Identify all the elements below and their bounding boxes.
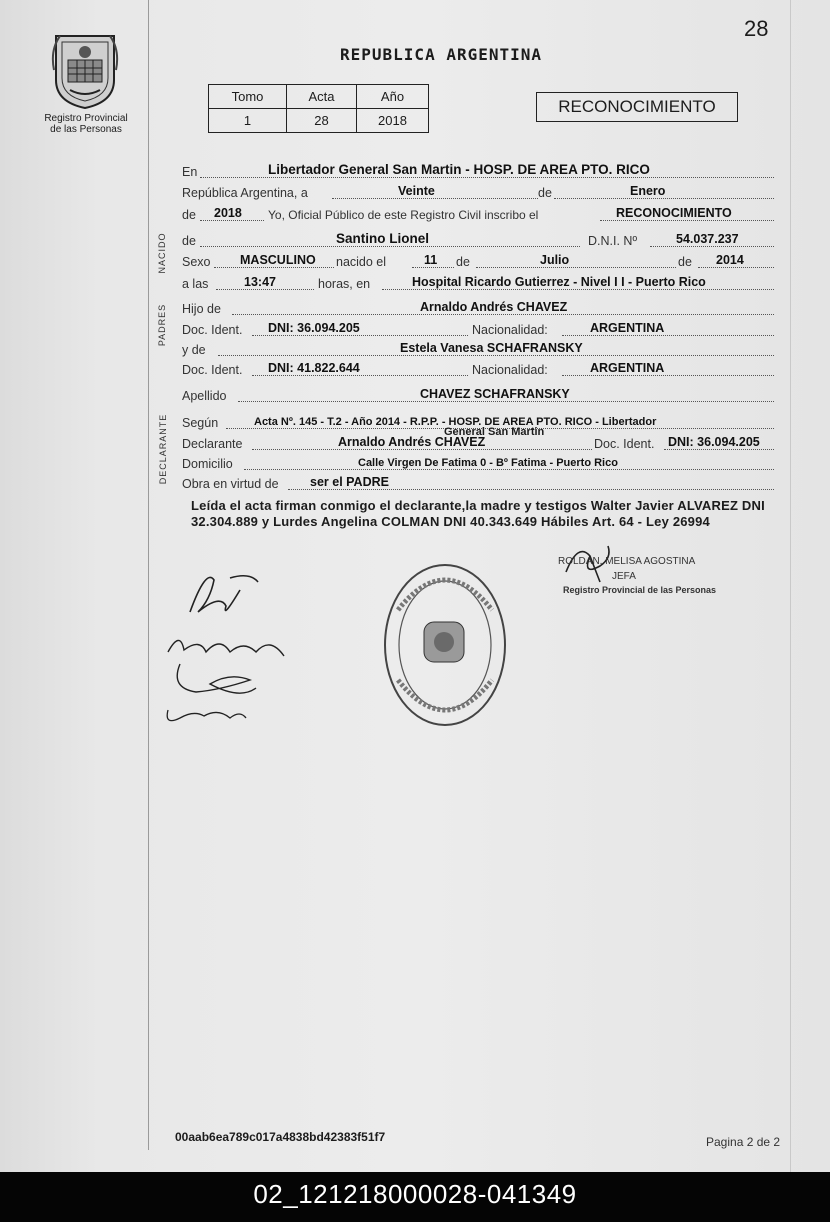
alas-label: a las: [182, 277, 209, 291]
declarant-name-value: Arnaldo Andrés CHAVEZ: [338, 435, 486, 449]
act-type-box: RECONOCIMIENTO: [536, 92, 738, 122]
doc3-label: Doc. Ident.: [594, 437, 655, 451]
hijo-label: Hijo de: [182, 302, 221, 316]
dotted-line: [218, 355, 774, 356]
dotted-line: [232, 314, 774, 315]
official-name: ROLDAN, MELISA AGOSTINA: [558, 556, 696, 567]
dotted-line: [698, 267, 774, 268]
dni-label: D.N.I. Nº: [588, 234, 638, 248]
row-child-name: [182, 229, 774, 251]
republica-label: República Argentina, a: [182, 186, 308, 200]
dotted-line: [650, 246, 774, 247]
surname-value: CHAVEZ SCHAFRANSKY: [420, 387, 570, 401]
row-father-doc: [182, 318, 774, 340]
page-indicator: Pagina 2 de 2: [706, 1135, 781, 1149]
segun-label: Según: [182, 416, 219, 430]
side-label-declarante: DECLARANTE: [158, 413, 168, 485]
dotted-line: [244, 469, 774, 470]
dotted-line: [554, 198, 774, 199]
closing-statement: Leída el acta firman conmigo el declarante,la madre y testigos Walter Javier ALVAREZ DNI 32.304.889 y Lurdes Angelina COLMAN DNI 40.343.649 Hábiles Art. 64 - Ley 26994: [191, 498, 765, 529]
row-place: [182, 160, 774, 182]
act-name-value: RECONOCIMIENTO: [616, 206, 732, 220]
dotted-line: [238, 401, 774, 402]
anio-header: Año: [357, 85, 429, 109]
domicilio-label: Domicilio: [182, 457, 233, 471]
segun-line2-value: General San Martin: [444, 426, 545, 438]
official-entity: Registro Provincial de las Personas: [563, 585, 717, 595]
birth-day-value: 11: [424, 253, 438, 267]
horas-label: horas, en: [318, 277, 371, 291]
logo-caption: Registro Provincial de las Personas: [44, 113, 128, 135]
doc1-label: Doc. Ident.: [182, 323, 243, 337]
nac1-label: Nacionalidad:: [472, 323, 548, 337]
row-date: [182, 181, 774, 203]
month-value: Enero: [630, 184, 666, 198]
side-label-nacido: NACIDO: [157, 232, 167, 274]
edge-line: [790, 0, 791, 1172]
father-nationality-value: ARGENTINA: [590, 321, 665, 335]
dotted-line: [252, 449, 592, 450]
dotted-line: [252, 375, 468, 376]
row-surname: [182, 384, 774, 406]
registry-table: [208, 84, 429, 133]
birth-time-value: 13:47: [244, 275, 276, 289]
de4-label: de: [456, 255, 470, 269]
acta-header: Acta: [287, 85, 357, 109]
tomo-value: 1: [209, 109, 287, 133]
dotted-line: [476, 267, 676, 268]
dotted-line: [200, 177, 774, 178]
page-number: 28: [744, 16, 769, 41]
dotted-line: [664, 449, 774, 450]
de-label: de: [538, 186, 552, 200]
dotted-line: [288, 489, 774, 490]
officer-text: Yo, Oficial Público de este Registro Civil inscribo el: [268, 208, 539, 222]
row-address: [182, 452, 774, 474]
tomo-header: Tomo: [209, 85, 287, 109]
father-name-value: Arnaldo Andrés CHAVEZ: [420, 300, 568, 314]
dotted-line: [562, 335, 774, 336]
birth-year-value: 2014: [716, 253, 744, 267]
doc2-label: Doc. Ident.: [182, 363, 243, 377]
place-value: Libertador General San Martin - HOSP. DE AREA PTO. RICO: [268, 162, 650, 177]
registry-header-row: [209, 85, 429, 109]
scan-id-label: 02_121218000028-041349: [0, 1172, 830, 1222]
dotted-line: [562, 375, 774, 376]
registry-stamp: [380, 560, 510, 730]
dotted-line: [200, 246, 580, 247]
child-dni-value: 54.037.237: [676, 232, 739, 246]
anio-value: 2018: [357, 109, 429, 133]
mother-doc-value: DNI: 41.822.644: [268, 361, 360, 375]
row-birth: [182, 250, 774, 272]
handwritten-signatures: [160, 560, 310, 730]
row-father: [182, 297, 774, 319]
dotted-line: [332, 198, 538, 199]
dotted-line: [252, 335, 468, 336]
address-value: Calle Virgen De Fatima 0 - Bº Fatima - Puerto Rico: [358, 457, 618, 469]
segun-line1-value: Acta Nº. 145 - T.2 - Año 2014 - R.P.P. - HOSP. DE AREA PTO. RICO - Libertador: [254, 416, 657, 428]
birth-month-value: Julio: [540, 253, 570, 267]
side-label-padres: PADRES: [157, 303, 167, 347]
birth-place-value: Hospital Ricardo Gutierrez - Nivel I I - Puerto Rico: [412, 275, 706, 289]
child-name-value: Santino Lionel: [336, 231, 429, 246]
official-title: JEFA: [612, 571, 636, 582]
dotted-line: [200, 220, 264, 221]
sex-value: MASCULINO: [240, 253, 316, 267]
yde-label: y de: [182, 343, 206, 357]
nacido-label: nacido el: [336, 255, 387, 269]
father-doc-value: DNI: 36.094.205: [268, 321, 360, 335]
declarant-doc-value: DNI: 36.094.205: [668, 435, 760, 449]
de3-label: de: [182, 234, 196, 248]
acta-value: 28: [287, 109, 357, 133]
row-declarant: [182, 432, 774, 454]
de2-label: de: [182, 208, 196, 222]
row-mother-doc: [182, 358, 774, 380]
dotted-line: [600, 220, 774, 221]
row-birth-place: [182, 272, 774, 294]
dotted-line: [214, 267, 334, 268]
en-label: En: [182, 165, 198, 179]
dotted-line: [382, 289, 774, 290]
province-seal-logo: [50, 30, 120, 110]
row-capacity: [182, 472, 774, 494]
registry-value-row: [209, 109, 429, 133]
de5-label: de: [678, 255, 692, 269]
capacity-value: ser el PADRE: [310, 475, 389, 489]
nac2-label: Nacionalidad:: [472, 363, 548, 377]
declarante-label: Declarante: [182, 437, 243, 451]
mother-nationality-value: ARGENTINA: [590, 361, 665, 375]
dotted-line: [216, 289, 314, 290]
document-title: REPUBLICA ARGENTINA: [340, 45, 543, 64]
sexo-label: Sexo: [182, 255, 211, 269]
dotted-line: [412, 267, 454, 268]
row-mother: [182, 338, 774, 360]
obra-label: Obra en virtud de: [182, 477, 279, 491]
apellido-label: Apellido: [182, 389, 227, 403]
row-officer: [182, 203, 774, 225]
year-value: 2018: [214, 206, 242, 220]
day-value: Veinte: [398, 184, 435, 198]
mother-name-value: Estela Vanesa SCHAFRANSKY: [400, 341, 583, 355]
document-hash: 00aab6ea789c017a4838bd42383f51f7: [175, 1130, 386, 1144]
margin-line: [148, 0, 149, 1150]
